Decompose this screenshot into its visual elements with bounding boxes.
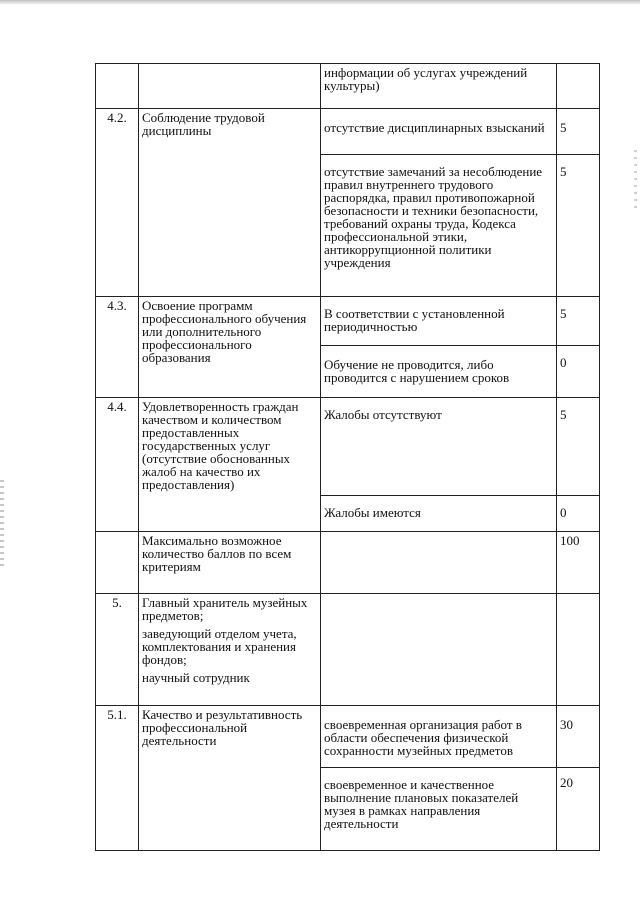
cell-criterion: Удовлетворенность граждан качеством и количеством предоставленных государственных услуг (отсутствие обоснованных жалоб на качество их предоставления) [139,398,321,532]
cell-indicator [321,532,557,594]
table-row [96,109,600,155]
scan-margin-marks-right [634,150,637,210]
table-row [96,532,600,594]
cell-num: 5.1. [96,706,139,851]
cell-num: 5. [96,594,139,706]
scan-margin-marks [0,480,4,570]
table-row [96,706,600,768]
cell-num [96,532,139,594]
cell-criterion [139,64,321,109]
cell-num: 4.4. [96,398,139,532]
table-row [96,297,600,346]
cell-points: 0 [557,346,600,398]
position-text: заведующий отделом учета, комплектования и хранения фондов; [142,626,297,667]
cell-indicator: своевременное и качественное выполнение плановых показателей музея в рамках направления деятельности [321,768,557,851]
cell-num: 4.2. [96,109,139,297]
cell-indicator: своевременная организация работ в области обеспечения физической сохранности музейных предметов [321,706,557,768]
cell-indicator: отсутствие дисциплинарных взысканий [321,109,557,155]
table-row [96,64,600,109]
cell-positions [139,594,321,706]
cell-points [557,594,600,706]
cell-criterion: Освоение программ профессионального обучения или дополнительного профессионального образования [139,297,321,398]
cell-points: 0 [557,496,600,532]
cell-points [557,64,600,109]
cell-points: 5 [557,109,600,155]
cell-indicator: Жалобы имеются [321,496,557,532]
cell-criterion: Качество и результативность профессиональной деятельности [139,706,321,851]
cell-points: 5 [557,297,600,346]
cell-num: 4.3. [96,297,139,398]
position-text: научный сотрудник [142,670,250,685]
table-row [96,398,600,496]
cell-criterion: Максимально возможное количество баллов по всем критериям [139,532,321,594]
criteria-table [95,63,600,851]
position-text: Главный хранитель музейных предметов; [142,595,308,623]
cell-indicator [321,594,557,706]
cell-points: 100 [557,532,600,594]
cell-indicator: В соответствии с установленной периодичностью [321,297,557,346]
cell-points: 5 [557,155,600,297]
cell-indicator: Жалобы отсутствуют [321,398,557,496]
cell-points: 20 [557,768,600,851]
cell-indicator: информации об услугах учреждений культуры) [321,64,557,109]
cell-indicator: Обучение не проводится, либо проводится с нарушением сроков [321,346,557,398]
table-row [96,594,600,706]
cell-indicator: отсутствие замечаний за несоблюдение правил внутреннего трудового распорядка, правил противопожарной безопасности и техники безопасности, требований охраны труда, Кодекса профессиональной этики, антикоррупционной политики учреждения [321,155,557,297]
cell-points: 30 [557,706,600,768]
cell-num [96,64,139,109]
scan-edge [0,0,640,5]
cell-criterion: Соблюдение трудовой дисциплины [139,109,321,297]
cell-points: 5 [557,398,600,496]
